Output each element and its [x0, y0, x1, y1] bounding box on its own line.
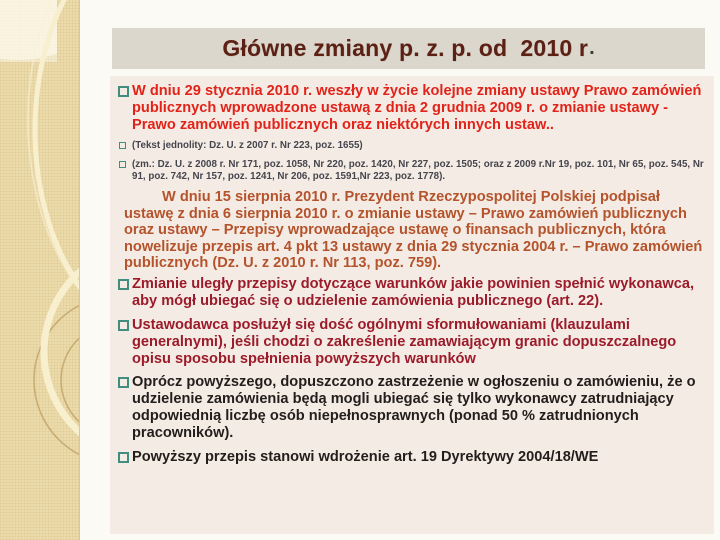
- item-text: Oprócz powyższego, dopuszczono zastrzeżenie w ogłoszeniu o zamówieniu, że o udzielenie zamówienia będą mogli ubiegać się tylko wykonawcy zatrudniający odpowiednią liczbę osób niepełnosprawnych (ponad 50 % zatrudnionych pracowników).: [132, 374, 696, 441]
- item-text: (Tekst jednolity: Dz. U. z 2007 r. Nr 223, poz. 1655): [132, 140, 363, 152]
- list-item: [118, 449, 706, 466]
- item-text: Ustawodawca posłużył się dość ogólnymi sformułowaniami (klauzulami generalnymi), jeśli chodzi o zakreślenie zamawiającym granic dopuszczalnego opisu sposobu spełnienia powyższych warunków: [132, 317, 677, 367]
- item-text: Powyższy przepis stanowi wdrożenie art. 19 Dyrektywy 2004/18/WE: [132, 448, 599, 465]
- bullet-square-icon: [118, 279, 129, 290]
- list-item: [118, 317, 706, 367]
- list-item: [118, 374, 706, 441]
- list-item: [118, 83, 706, 133]
- bullet-square-icon: [119, 161, 126, 168]
- bullet-square-icon: [118, 377, 129, 388]
- content-panel: [110, 76, 714, 534]
- decorative-circles: [0, 0, 79, 540]
- item-text: W dniu 15 sierpnia 2010 r. Prezydent Rzeczypospolitej Polskiej podpisał ustawę z dnia 6 sierpnia 2010 r. o zmianie ustawy – Prawo zamówień publicznych oraz ustawy – Przepisy wprowadzające ustawę o finansach publicznych, która nowelizuje przepis art. 4 pkt 13 ustawy z dnia 29 stycznia 2004 r. – Prawo zamówień publicznych (Dz. U. z 2010 r. Nr 113, poz. 759).: [124, 189, 703, 271]
- list-item: [118, 276, 706, 310]
- bullet-square-icon: [119, 142, 126, 149]
- bullet-square-icon: [118, 452, 129, 463]
- list-item: [118, 140, 706, 152]
- left-decoration-band: [0, 0, 80, 540]
- content-list: [118, 83, 706, 465]
- page-title: Główne zmiany p. z. p. od 2010 r: [222, 35, 589, 61]
- bullet-square-icon: [118, 86, 129, 97]
- item-text: Zmianie uległy przepisy dotyczące warunków jakie powinien spełnić wykonawca, aby mógł ubiegać się o udzielenie zamówienia publicznego (art. 22).: [132, 276, 695, 310]
- list-item: [118, 159, 706, 183]
- bullet-square-icon: [118, 320, 129, 331]
- paragraph: [118, 189, 706, 271]
- title-bar: [112, 28, 705, 69]
- page-title-period: .: [589, 37, 595, 59]
- item-text: W dniu 29 stycznia 2010 r. weszły w życie kolejne zmiany ustawy Prawo zamówień publicznych wprowadzone ustawą z dnia 2 grudnia 2009 r. o zmianie ustawy - Prawo zamówień publicznych oraz niektórych innych ustaw..: [132, 83, 702, 133]
- item-text: (zm.: Dz. U. z 2008 r. Nr 171, poz. 1058, Nr 220, poz. 1420, Nr 227, poz. 1505; oraz z 2009 r.Nr 19, poz. 101, Nr 65, poz. 545, Nr 91, poz. 742, Nr 157, poz. 1241, Nr 206, poz. 1591,Nr 223, poz. 1778).: [132, 158, 704, 182]
